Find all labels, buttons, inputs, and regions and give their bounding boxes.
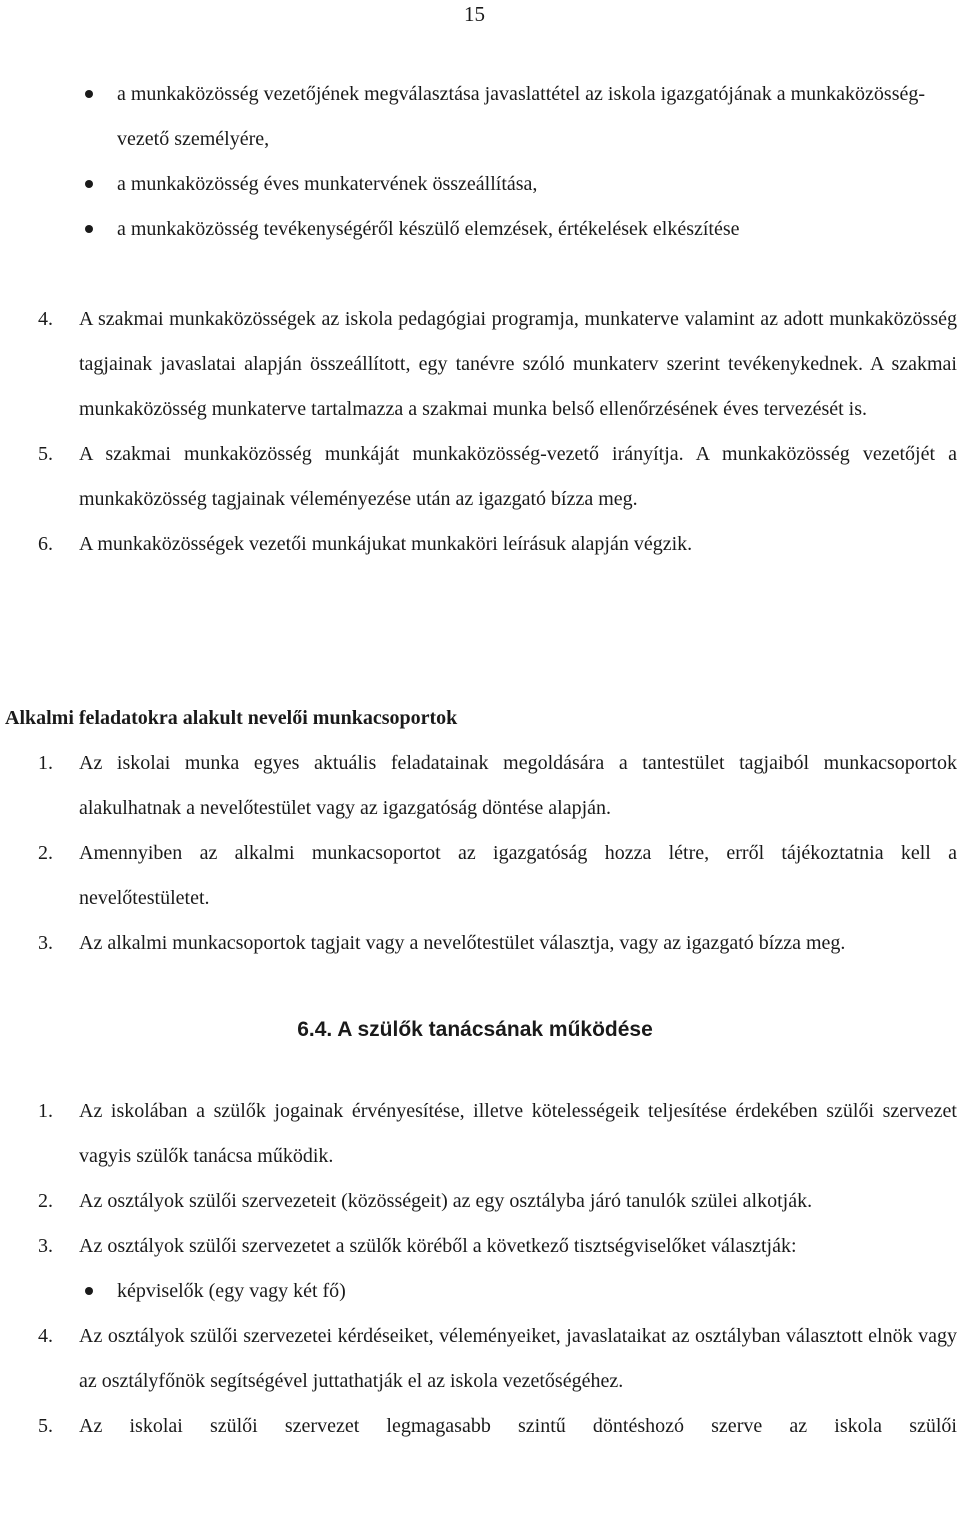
list-item: a munkaközösség vezetőjének megválasztása javaslattétel az iskola igazgatójának a munkaközösség-vezető személyére, xyxy=(117,72,957,162)
list-item xyxy=(0,1224,957,1269)
list-item: a munkaközösség tevékenységéről készülő elemzések, értékelések elkészítése xyxy=(117,207,957,252)
munkakozosseg-numbered-list xyxy=(0,297,960,567)
item-number: 4. xyxy=(38,308,53,330)
list-item: a munkaközösség éves munkatervének összeállítása, xyxy=(117,162,957,207)
list-item xyxy=(0,831,957,921)
item-text: Az alkalmi munkacsoportok tagjait vagy a nevelőtestület választja, vagy az igazgató bízza meg. xyxy=(79,932,846,954)
item-number: 1. xyxy=(38,752,53,774)
munkacsoport-numbered-list xyxy=(0,741,960,966)
item-number: 3. xyxy=(38,932,53,954)
list-item xyxy=(0,297,957,432)
item-number: 2. xyxy=(38,842,53,864)
item-text: A szakmai munkaközösségek az iskola pedagógiai programja, munkaterve valamint az adott munkaközösség tagjainak javaslatai alapján összeállított, egy tanévre szóló munkaterv szerint tevékenykednek. A szakmai munkaközösség munkaterve tartalmazza a szakmai munka belső ellenőrzésének éves tervezését is. xyxy=(79,308,957,420)
item-number: 5. xyxy=(38,443,53,465)
list-item xyxy=(0,1314,957,1404)
szulok-tanacsa-numbered-list xyxy=(0,1089,960,1449)
item-text: Az osztályok szülői szervezetei kérdéseiket, véleményeiket, javaslataikat az osztályban választott elnök vagy az osztályfőnök segítségével juttathatják el az iskola vezetőségéhez. xyxy=(79,1325,957,1392)
item-number: 2. xyxy=(38,1190,53,1212)
item-text: A munkaközösségek vezetői munkájukat munkaköri leírásuk alapján végzik. xyxy=(79,533,693,555)
page-number: 15 xyxy=(464,2,485,26)
list-item xyxy=(0,522,957,567)
item-text: A szakmai munkaközösség munkáját munkaközösség-vezető irányítja. A munkaközösség vezetőjét a munkaközösség tagjainak véleményezése után az igazgató bízza meg. xyxy=(79,443,957,510)
list-item xyxy=(0,432,957,522)
item-text: Az osztályok szülői szervezeteit (közösségeit) az egy osztályba járó tanulók szülei alkotják. xyxy=(79,1190,813,1212)
section-heading-text: 6.4. A szülők tanácsának működése xyxy=(297,1018,653,1041)
item-text: Az iskolai szülői szervezet legmagasabb szintű döntéshozó szerve az iskola szülői xyxy=(79,1415,957,1437)
top-bullet-list xyxy=(0,72,960,252)
section-subheading: Alkalmi feladatokra alakult nevelői munkacsoportok xyxy=(5,707,458,729)
item-number: 4. xyxy=(38,1325,53,1347)
list-item xyxy=(0,921,957,966)
item-text: Amennyiben az alkalmi munkacsoportot az igazgatóság hozza létre, erről tájékoztatnia kell a nevelőtestületet. xyxy=(79,842,957,909)
item-text: Az iskolában a szülők jogainak érvényesítése, illetve kötelességeik teljesítése érdekében szülői szervezet vagyis szülők tanácsa működik. xyxy=(79,1100,957,1167)
list-item xyxy=(0,741,957,831)
list-item xyxy=(0,1179,957,1224)
list-item xyxy=(0,1089,957,1179)
item-number: 5. xyxy=(38,1415,53,1437)
item-number: 3. xyxy=(38,1235,53,1257)
list-item: képviselők (egy vagy két fő) xyxy=(117,1269,960,1314)
item-number: 6. xyxy=(38,533,53,555)
item-text: Az iskolai munka egyes aktuális feladatainak megoldására a tantestület tagjaiból munkacsoportok alakulhatnak a nevelőtestület vagy az igazgatóság döntése alapján. xyxy=(79,752,957,819)
section-heading xyxy=(0,1015,960,1045)
list-item xyxy=(0,1404,957,1449)
item-text: Az osztályok szülői szervezetet a szülők köréből a következő tisztségviselőket választják: xyxy=(79,1235,797,1257)
item-number: 1. xyxy=(38,1100,53,1122)
